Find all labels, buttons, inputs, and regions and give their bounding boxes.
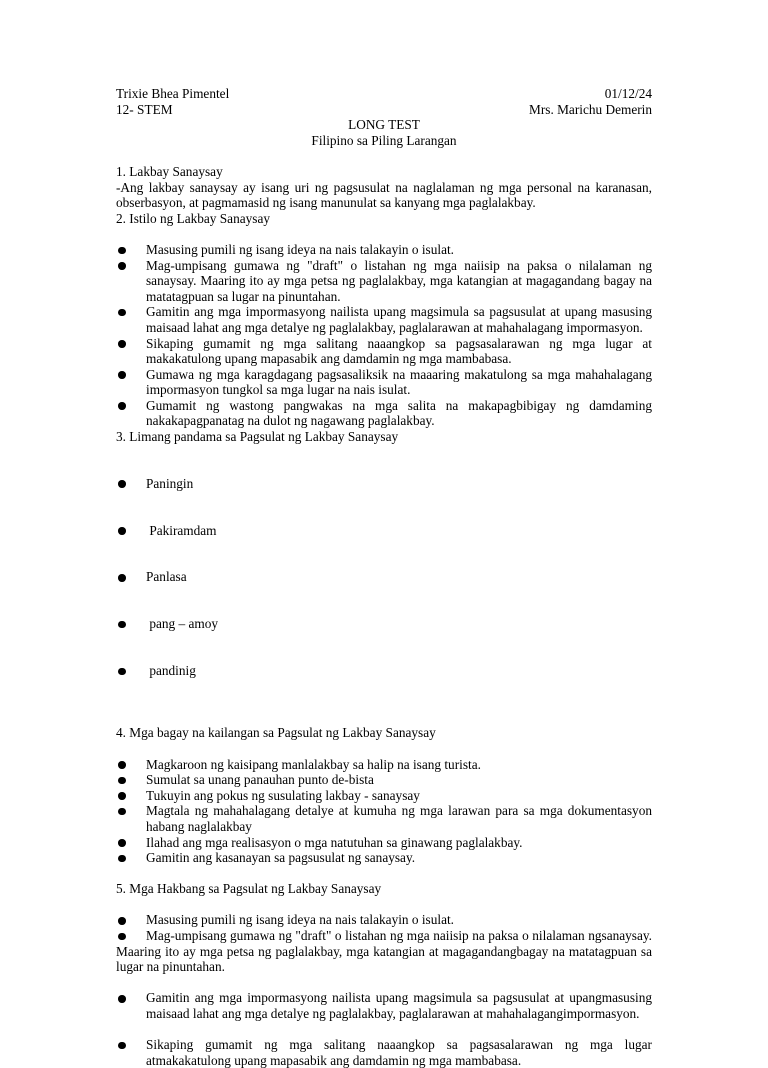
- q4-heading: 4. Mga bagay na kailangan sa Pagsulat ng Lakbay Sanaysay: [116, 725, 436, 741]
- list-item: Gumawa ng mga karagdagang pagsasaliksik na maaaring makatulong sa mga mahahalagang impormasyon tungkol sa mga lugar na nais isulat.: [116, 367, 652, 398]
- document-page: [116, 86, 652, 1068]
- list-item: Pakiramdam: [116, 523, 652, 539]
- list-item: Magtala ng mahahalagang detalye at kumuha ng mga larawan para sa mga dokumentasyon habang naglalakbay: [116, 803, 652, 834]
- list-item: Panlasa: [116, 569, 652, 585]
- list-item: Sumulat sa unang panauhan punto de-bista: [116, 772, 652, 788]
- q5-list: [116, 912, 652, 928]
- document-title: LONG TEST: [348, 117, 420, 133]
- header-row-2: [116, 102, 652, 118]
- list-item: Masusing pumili ng isang ideya na nais talakayin o isulat.: [116, 912, 652, 928]
- q5-list-continued: [116, 928, 652, 975]
- list-item: Tukuyin ang pokus ng susulating lakbay - sanaysay: [116, 788, 652, 804]
- list-item: pang – amoy: [116, 616, 652, 632]
- q4-list: [116, 757, 652, 866]
- test-date: 01/12/24: [604, 86, 652, 101]
- list-item: Gamitin ang mga impormasyong nailista upang magsimula sa pagsusulat at upangmasusing maisaad lahat ang mga detalye ng paglalakbay, paglalarawan at mahahalagangimpormasyon.: [116, 990, 652, 1021]
- list-item: Mag-umpisang gumawa ng "draft" o listahan ng mga naiisip na paksa o nilalaman ng sanaysay. Maaring ito ay mga petsa ng paglalakbay, mga katangian at magagandang bagay na matatagpuan sa lugar na pinuntahan.: [116, 258, 652, 305]
- q3-heading: 3. Limang pandama sa Pagsulat ng Lakbay Sanaysay: [116, 429, 399, 445]
- list-item: Gumamit ng wastong pangwakas na mga salita na makapagbibigay ng damdaming nakakapagpanatag na dulot ng nagawang paglalakbay.: [116, 398, 652, 429]
- student-name: Trixie Bhea Pimentel: [116, 86, 230, 101]
- list-item: Masusing pumili ng isang ideya na nais talakayin o isulat.: [116, 242, 652, 258]
- q5-list-2: [116, 990, 652, 1021]
- q2-heading: 2. Istilo ng Lakbay Sanaysay: [116, 210, 270, 226]
- document-subtitle: Filipino sa Piling Larangan: [311, 132, 457, 148]
- list-item: Ilahad ang mga realisasyon o mga natutuhan sa ginawang paglalakbay.: [116, 835, 652, 851]
- list-item: Gamitin ang kasanayan sa pagsusulat ng sanaysay.: [116, 850, 652, 866]
- teacher-name: Mrs. Marichu Demerin: [529, 101, 652, 117]
- list-item: Gamitin ang mga impormasyong nailista upang magsimula sa pagsusulat at upang masusing maisaad lahat ang mga detalye ng paglalakbay, paglalarawan at mahahalagang impormasyon.: [116, 304, 652, 335]
- header-row-1: [116, 86, 652, 102]
- q2-list: [116, 242, 652, 429]
- list-item: Sikaping gumamit ng mga salitang naaangkop sa pagsasalarawan ng mga lugar at makakatulong upang mapasabik ang damdamin ng mga mambabasa.: [116, 336, 652, 367]
- q1-answer: -Ang lakbay sanaysay ay isang uri ng pagsusulat na naglalaman ng mga personal na karanasan, obserbasyon, at pagmamasid ng isang manunulat sa kanyang mga paglalakbay.: [116, 179, 652, 211]
- list-item: Magkaroon ng kaisipang manlalakbay sa halip na isang turista.: [116, 757, 652, 773]
- list-item: Mag-umpisang gumawa ng "draft" o listahan ng mga naiisip na paksa o nilalaman ngsanaysay. Maaring ito ay mga petsa ng paglalakbay, mga katangian at magagandangbagay na matatagpuan sa lugar na pinuntahan.: [116, 928, 652, 975]
- q1-heading: 1. Lakbay Sanaysay: [116, 163, 223, 179]
- q5-list-3: [116, 1037, 652, 1068]
- list-item: pandinig: [116, 663, 652, 679]
- list-item: Sikaping gumamit ng mga salitang naaangkop sa pagsasalarawan ng mga lugar atmakakatulong upang mapasabik ang damdamin ng mga mambabasa.: [116, 1037, 652, 1068]
- q3-list: [116, 445, 652, 710]
- student-section: 12- STEM: [116, 101, 173, 117]
- list-item: Paningin: [116, 476, 652, 492]
- q5-heading: 5. Mga Hakbang sa Pagsulat ng Lakbay Sanaysay: [116, 881, 382, 897]
